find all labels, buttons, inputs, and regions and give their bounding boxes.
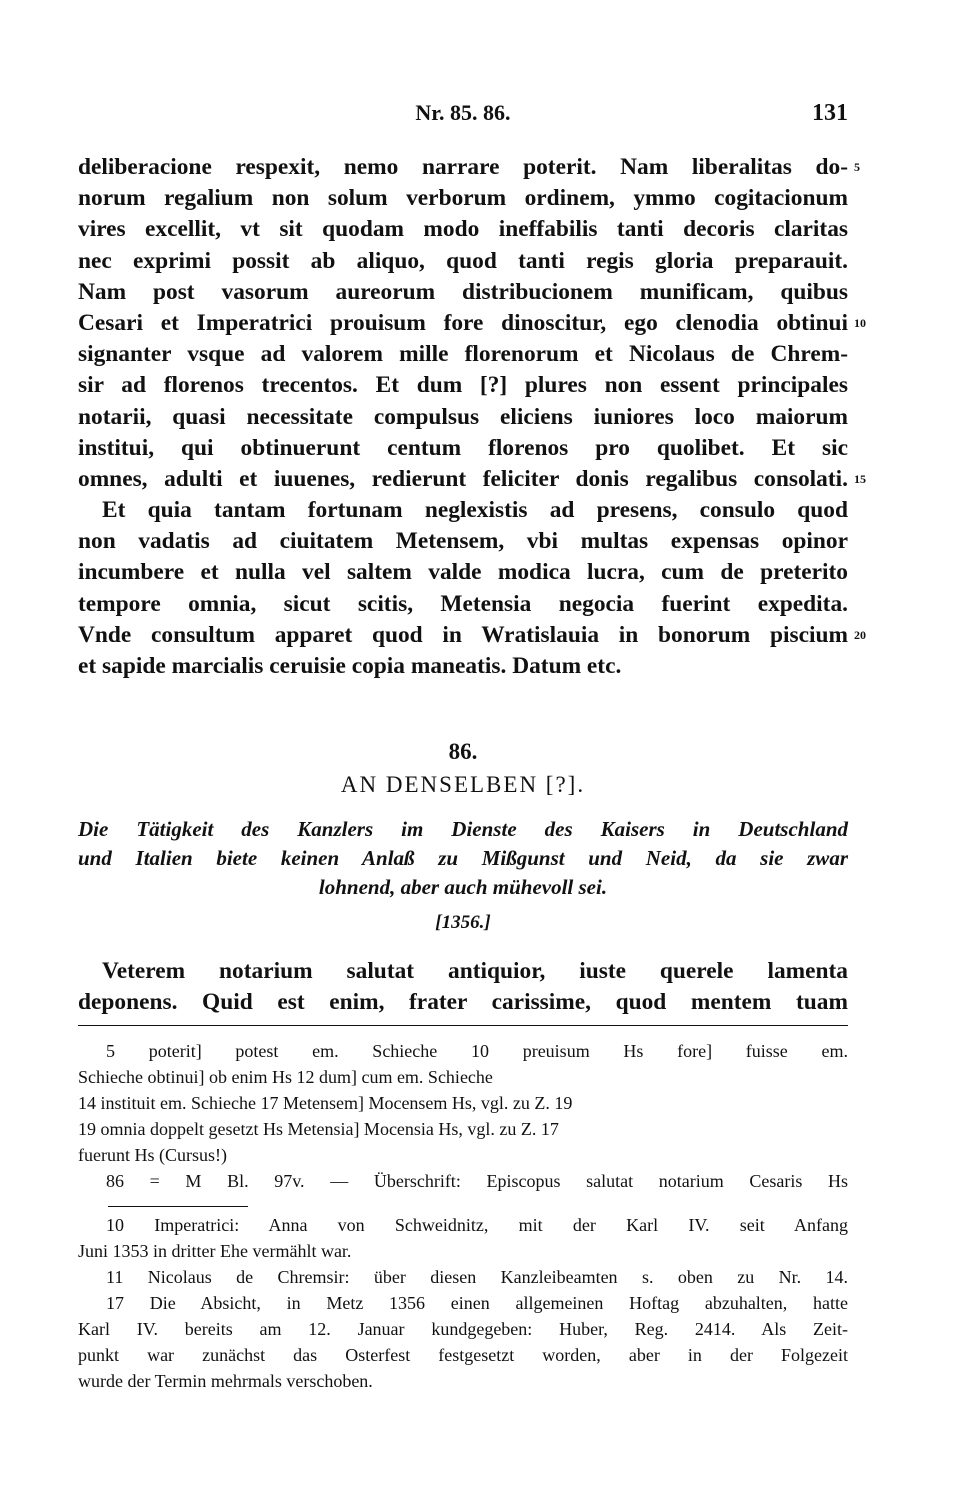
text-line-text: deliberacione respexit, nemo narrare poterit. Nam liberalitas do- (78, 154, 848, 180)
text-line-text: signanter vsque ad valorem mille florenorum et Nicolaus de Chrem- (78, 341, 848, 368)
text-line (78, 370, 848, 401)
text-line-text: Cesari et Imperatrici prouisum fore dinoscitur, ego clenodia obtinui (78, 309, 848, 336)
text-line-text: norum regalium non solum verborum ordinem, ymmo cogitacionum (78, 185, 848, 212)
apparatus-line (78, 1168, 848, 1194)
commentary-line-text: 11 Nicolaus de Chremsir: über diesen Kanzleibeamten s. oben zu Nr. 14. (106, 1267, 848, 1287)
text-line (78, 152, 860, 183)
apparatus-rule (78, 1025, 848, 1026)
text-line (78, 620, 866, 651)
line-number: 10 (854, 315, 866, 330)
commentary-line-text: wurde der Termin mehrmals verschoben. (78, 1371, 373, 1391)
regest (78, 815, 848, 902)
text-line-text: Veterem notarium salutat antiquior, iuste querele lamenta (102, 958, 848, 984)
text-line-text: omnes, adulti et iuuenes, redierunt feliciter donis regalibus consolati. (78, 465, 848, 492)
text-line (78, 308, 866, 339)
text-line-text: Nam post vasorum aureorum distribucionem munificam, quibus (78, 278, 848, 305)
text-line (78, 651, 848, 682)
text-line-text: sir ad florenos trecentos. Et dum [?] plures non essent principales (78, 372, 848, 399)
commentary-line-text: punkt war zunächst das Osterfest festgesetzt worden, aber in der Folgezeit (78, 1345, 848, 1365)
text-line-text: incumbere et nulla vel saltem valde modica lucra, cum de preterito (78, 559, 848, 586)
commentary-line (78, 1342, 848, 1368)
regest-line: lohnend, aber auch mühevoll sei. (318, 875, 608, 899)
text-line (78, 277, 848, 308)
letter-86-heading (78, 736, 848, 802)
letter-86-text (78, 956, 848, 1018)
letter-title: AN DENSELBEN [?]. (340, 772, 586, 797)
commentary-line (78, 1238, 848, 1264)
apparatus-line (78, 1116, 848, 1142)
text-line (78, 183, 848, 214)
line-number: 20 (854, 627, 866, 642)
apparatus-line-text: 86 = M Bl. 97v. — Überschrift: Episcopus salutat notarium Cesaris Hs (106, 1171, 848, 1191)
text-line (78, 526, 848, 557)
text-line-text: Vnde consultum apparet quod in Wratislauia in bonorum piscium (78, 621, 848, 648)
commentary-line-text: Juni 1353 in dritter Ehe vermählt war. (78, 1241, 352, 1261)
commentary-line-text: 17 Die Absicht, in Metz 1356 einen allgemeinen Hoftag abzuhalten, hatte (106, 1293, 848, 1313)
line-number: 5 (854, 160, 860, 174)
line-number: 15 (854, 471, 866, 486)
apparatus-line (78, 1090, 848, 1116)
commentary-line (78, 1368, 848, 1394)
apparatus-line-text: Schieche obtinui] ob enim Hs 12 dum] cum em. Schieche (78, 1067, 493, 1087)
commentary-line (78, 1212, 848, 1238)
text-line (78, 214, 848, 245)
text-line-text: Et quia tantam fortunam neglexistis ad presens, consulo quod (102, 497, 848, 524)
regest-line: Die Tätigkeit des Kanzlers im Dienste des Kaisers in Deutschland (78, 817, 848, 841)
text-line (78, 464, 866, 495)
text-line-text: tempore omnia, sicut scitis, Metensia negocia fuerint expedita. (78, 590, 848, 617)
running-title: Nr. 85. 86. (415, 100, 511, 125)
commentary-line-text: Karl IV. bereits am 12. Januar kundgegeben: Huber, Reg. 2414. Als Zeit- (78, 1319, 848, 1339)
commentary-notes (78, 1212, 848, 1394)
text-line-text: et sapide marcialis ceruisie copia maneatis. Datum etc. (78, 653, 622, 679)
apparatus-line-text: 14 instituit em. Schieche 17 Metensem] Mocensem Hs, vgl. zu Z. 19 (78, 1093, 573, 1113)
letter-number: 86. (448, 739, 478, 764)
apparatus-line-text: 5 poterit] potest em. Schieche 10 preuisum Hs fore] fuisse em. (106, 1041, 848, 1061)
running-header (78, 100, 848, 134)
text-line-text: institui, qui obtinuerunt centum florenos pro quolibet. Et sic (78, 434, 848, 461)
critical-apparatus (78, 1038, 848, 1194)
apparatus-line (78, 1064, 848, 1090)
apparatus-line (78, 1142, 848, 1168)
page-number: 131 (812, 100, 848, 126)
commentary-line (78, 1316, 848, 1342)
letter-date: [1356.] (435, 912, 491, 933)
text-line (78, 589, 848, 620)
text-line-text: non vadatis ad ciuitatem Metensem, vbi multas expensas opinor (78, 528, 848, 555)
commentary-line (78, 1290, 848, 1316)
text-line-text: notarii, quasi necessitate compulsus eliciens iuniores loco maiorum (78, 403, 848, 430)
apparatus-line-text: 19 omnia doppelt gesetzt Hs Metensia] Mocensia Hs, vgl. zu Z. 17 (78, 1119, 559, 1139)
text-line (78, 246, 848, 277)
apparatus-line-text: fuerunt Hs (Cursus!) (78, 1145, 227, 1165)
commentary-rule (108, 1206, 248, 1207)
text-line (78, 339, 848, 370)
commentary-line (78, 1264, 848, 1290)
text-line-text: deponens. Quid est enim, frater carissime, quod mentem tuam (78, 989, 848, 1016)
text-line (78, 433, 848, 464)
text-line (78, 402, 848, 433)
commentary-line-text: 10 Imperatrici: Anna von Schweidnitz, mit der Karl IV. seit Anfang (106, 1215, 848, 1235)
apparatus-line (78, 1038, 848, 1064)
text-line (78, 557, 848, 588)
regest-line: und Italien biete keinen Anlaß zu Mißgunst und Neid, da sie zwar (78, 846, 848, 870)
text-line (78, 987, 848, 1018)
text-line-text: vires excellit, vt sit quodam modo ineffabilis tanti decoris claritas (78, 216, 848, 243)
text-line (78, 495, 848, 526)
text-line (78, 956, 848, 987)
text-line-text: nec exprimi possit ab aliquo, quod tanti regis gloria preparauit. (78, 247, 848, 274)
letter-85-text (78, 152, 866, 682)
